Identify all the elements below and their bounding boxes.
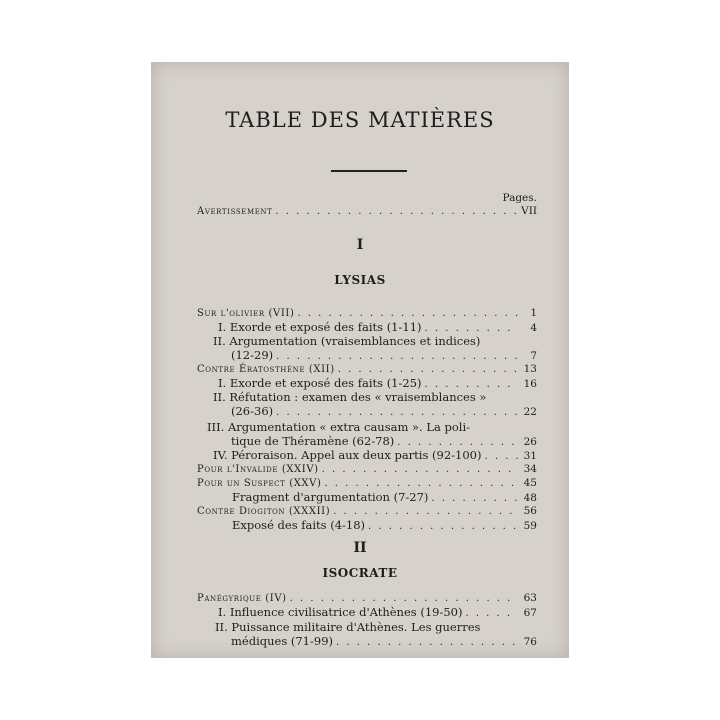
- toc-entry-page: 26: [523, 436, 537, 448]
- toc-entry-avertissement[interactable]: [197, 205, 537, 218]
- toc-subentry-continued[interactable]: [231, 435, 537, 449]
- toc-subentry-continued[interactable]: [231, 635, 537, 649]
- toc-entry-label: Pour un Suspect (XXV): [197, 478, 322, 489]
- leader-dots: [431, 492, 518, 505]
- leader-dots: [368, 520, 518, 533]
- page-title: TABLE DES MATIÈRES: [225, 108, 495, 132]
- leader-dots: [276, 406, 518, 419]
- toc-entry-label: Avertissement: [197, 206, 273, 217]
- leader-dots: [324, 477, 518, 490]
- toc-subentry[interactable]: [213, 449, 537, 463]
- toc-entry-label: (26-36): [231, 404, 274, 418]
- toc-entry-label: tique de Théramène (62-78): [231, 434, 395, 448]
- toc-entry-label: (12-29): [231, 348, 274, 362]
- toc-subentry-continued[interactable]: [231, 349, 537, 363]
- section-number: II: [353, 540, 367, 556]
- toc-entry-page: VII: [521, 205, 537, 217]
- toc-entry-invalide[interactable]: [197, 463, 537, 476]
- toc-entry-page: 76: [523, 636, 537, 648]
- leader-dots: [290, 592, 518, 605]
- toc-entry-label: Contre Diogiton (XXXII): [197, 506, 331, 517]
- toc-entry-label: Sur l'olivier (VII): [197, 308, 295, 319]
- toc-subentry-line[interactable]: II. Argumentation (vraisemblances et indices): [213, 334, 481, 348]
- leader-dots: [484, 450, 518, 463]
- section-name: ISOCRATE: [322, 566, 398, 580]
- section-name: LYSIAS: [334, 273, 386, 287]
- toc-subentry[interactable]: [232, 491, 537, 505]
- toc-entry-suspect[interactable]: [197, 477, 537, 490]
- toc-subentry[interactable]: [218, 321, 537, 335]
- toc-entry-label: I. Influence civilisatrice d'Athènes (19-50): [218, 605, 463, 619]
- title-rule: [331, 170, 407, 172]
- toc-entry-page: 16: [523, 378, 537, 390]
- leader-dots: [275, 205, 518, 218]
- toc-entry-panegyrique[interactable]: [197, 592, 537, 605]
- toc-entry-page: 1: [530, 307, 537, 319]
- toc-entry-page: 4: [530, 322, 537, 334]
- toc-subentry[interactable]: [218, 606, 537, 620]
- toc-entry-page: 7: [530, 350, 537, 362]
- toc-entry-label: I. Exorde et exposé des faits (1-25): [218, 376, 422, 390]
- leader-dots: [322, 463, 518, 476]
- book-page: [151, 62, 569, 658]
- toc-entry-label: Contre Ératosthène (XII): [197, 364, 335, 375]
- toc-entry-page: 34: [523, 463, 537, 475]
- toc-entry-olivier[interactable]: [197, 307, 537, 320]
- toc-entry-page: 48: [523, 492, 537, 504]
- toc-subentry-line[interactable]: II. Réfutation : examen des « vraisemblances »: [213, 390, 487, 404]
- toc-entry-label: Panégyrique (IV): [197, 593, 287, 604]
- toc-entry-label: Pour l'Invalide (XXIV): [197, 464, 319, 475]
- leader-dots: [333, 505, 518, 518]
- toc-entry-label: médiques (71-99): [231, 634, 334, 648]
- leader-dots: [297, 307, 518, 320]
- toc-entry-page: 22: [523, 406, 537, 418]
- toc-entry-page: 59: [523, 520, 537, 532]
- leader-dots: [276, 350, 518, 363]
- toc-entry-page: 56: [523, 505, 537, 517]
- toc-subentry-line[interactable]: III. Argumentation « extra causam ». La poli-: [207, 420, 471, 434]
- toc-entry-page: 13: [523, 363, 537, 375]
- toc-subentry-line[interactable]: II. Puissance militaire d'Athènes. Les guerres: [215, 620, 481, 634]
- toc-entry-page: 31: [523, 450, 537, 462]
- toc-entry-page: 63: [523, 592, 537, 604]
- toc-subentry[interactable]: [218, 377, 537, 391]
- toc-entry-label: Fragment d'argumentation (7-27): [232, 490, 429, 504]
- toc-entry-label: Exposé des faits (4-18): [232, 518, 366, 532]
- toc-entry-diogiton[interactable]: [197, 505, 537, 518]
- leader-dots: [336, 636, 518, 649]
- toc-entry-label: IV. Péroraison. Appel aux deux partis (92-100): [213, 448, 482, 462]
- section-number: I: [356, 237, 364, 253]
- toc-entry-label: I. Exorde et exposé des faits (1-11): [218, 320, 422, 334]
- pages-column-label: Pages.: [502, 192, 537, 204]
- toc-entry-eratosthene[interactable]: [197, 363, 537, 376]
- leader-dots: [338, 363, 518, 376]
- toc-entry-page: 45: [523, 477, 537, 489]
- toc-subentry-continued[interactable]: [231, 405, 537, 419]
- leader-dots: [465, 607, 518, 620]
- toc-subentry[interactable]: [232, 519, 537, 533]
- toc-entry-page: 67: [523, 607, 537, 619]
